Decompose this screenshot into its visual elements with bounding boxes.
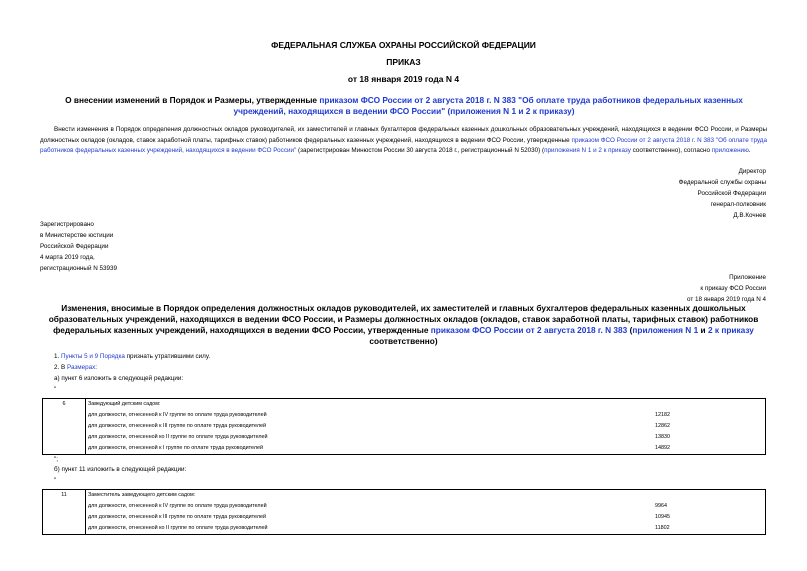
order-title [62,95,746,117]
table-row-label: для должности, отнесенной к III группе по оплате труда руководителей [88,514,266,520]
signature-line: Федеральной службы охраны [678,179,766,186]
preamble-text-4: . [748,147,751,155]
table-row-number: 6 [62,401,66,407]
table-row-value: 13830 [655,434,670,440]
table-row-label: для должности, отнесенной к IV группе по оплате труда руководителей [88,503,267,509]
item-1-number: 1. [54,353,62,360]
item-1-link[interactable]: Пункты 5 и 9 Порядка [61,353,125,360]
preamble-link-order[interactable]: приказом ФСО России от 2 августа 2018 г. N 383 "Об оплате труда работников федеральных казенных учреждений, находящихся в ведении ФСО России" [40,136,767,155]
appendix-ref-line: Приложение [729,274,766,281]
registration-line: регистрационный N 53939 [40,265,118,272]
table-item-11 [42,489,766,535]
appendix-title-text-3: и [698,325,708,335]
appendix-title-link-app2[interactable]: 2 к приказу [707,325,754,335]
table-row-label: для должности, отнесенной к III группе по оплате труда руководителей [88,423,266,429]
table-row-value: 10945 [655,514,670,520]
signature-line: Директор [738,168,766,175]
subitem-b: б) пункт 11 изложить в следующей редакции: [54,466,187,473]
table-row-value: 9964 [655,503,667,509]
appendix-title-text: Изменения, вносимые в Порядок определения должностных окладов руководителей, их заместителей и главных бухгалтеров федеральных казенных дошкольных образовательных учреждений, находящихся в ведении ФСО России, и Размеры должностных окладов (окладов, ставок заработной платы, тарифных ставок) работников федеральных казенных учреждений, находящихся в ведении ФСО России, утвержденные [48,303,759,335]
preamble-link-appendix[interactable]: приложению [711,147,749,155]
signature-block [500,166,766,221]
table-row-value: 11802 [655,525,670,531]
appendix-ref-line: к приказу ФСО России [700,285,766,292]
registration-line: 4 марта 2019 года, [40,254,95,261]
signature-line: генерал-полковник [710,201,766,208]
appendix-ref-line: от 18 января 2019 года N 4 [686,296,766,303]
registration-block [40,219,340,274]
table-item-6 [42,398,766,455]
item-2-link[interactable]: Размерах [66,364,96,371]
preamble [40,125,767,157]
preamble-text-2: (зарегистрирован Минюстом России 30 августа 2018 г., регистрационный N 52030) ( [296,147,545,155]
registration-line: Зарегистрировано [40,221,94,228]
quote-open-2: " [54,477,57,484]
item-2-text: 2. В [54,364,67,371]
table-row-number: 11 [61,492,67,498]
appendix-title-text-2: ( [627,325,633,335]
item-2 [54,362,654,373]
order-title-text: О внесении изменений в Порядок и Размеры, утвержденные [65,95,320,105]
quote-close: "; [54,456,58,463]
item-2-colon: : [95,364,97,371]
item-1 [54,351,654,362]
registration-line: в Министерстве юстиции [40,232,114,239]
table-row-label: для должности, отнесенной ко II группе по оплате труда руководителей [88,434,268,440]
preamble-text-3: соответственно), согласно [630,147,712,155]
signature-line: Российской Федерации [697,190,766,197]
signature-line: Д.В.Кочнев [733,212,766,219]
agency-name: ФЕДЕРАЛЬНАЯ СЛУЖБА ОХРАНЫ РОССИЙСКОЙ ФЕДЕРАЦИИ [271,40,536,50]
registration-line: Российской Федерации [40,243,109,250]
appendix-reference [500,272,766,305]
preamble-link-appendices[interactable]: приложения N 1 и 2 к приказу [544,147,631,155]
appendix-title [30,303,777,347]
appendix-title-link-order[interactable]: приказом ФСО России от 2 августа 2018 г. N 383 [430,325,628,335]
document-date-number: от 18 января 2019 года N 4 [347,74,460,84]
table-row-label: для должности, отнесенной к IV группе по оплате труда руководителей [88,412,267,418]
order-title-link[interactable]: приказом ФСО России от 2 августа 2018 г. N 383 "Об оплате труда работников федеральных казенных учреждений, находящихся в ведении ФСО России" (приложения N 1 и 2 к приказу) [233,95,743,116]
subitem-a: а) пункт 6 изложить в следующей редакции: [54,375,184,382]
table-row-value: 12182 [655,412,670,418]
table-row-value: 12862 [655,423,670,429]
appendix-title-link-app1[interactable]: приложения N 1 [632,325,699,335]
quote-open: " [54,386,57,393]
preamble-text-1: Внести изменения в Порядок определения должностных окладов руководителей, их заместителей и главных бухгалтеров федеральных казенных дошкольных образовательных учреждений, находящихся в ведении ФСО России, и Размеры должностных окладов (окладов, ставок заработной платы, тарифных ставок) работников федеральных казенных учреждений, находящихся в ведении ФСО России, утвержденные [40,126,767,144]
table-heading: Заместитель заведующего детским садом: [88,492,196,498]
item-1-text: признать утратившими силу. [124,353,211,360]
document-type: ПРИКАЗ [386,57,421,67]
table-row-label: для должности, отнесенной к I группе по оплате труда руководителей [88,445,263,451]
table-row-label: для должности, отнесенной ко II группе по оплате труда руководителей [88,525,268,531]
appendix-title-text-4: соответственно) [369,336,438,346]
table-heading: Заведующий детским садом: [88,401,161,407]
table-row-value: 14892 [655,445,670,451]
